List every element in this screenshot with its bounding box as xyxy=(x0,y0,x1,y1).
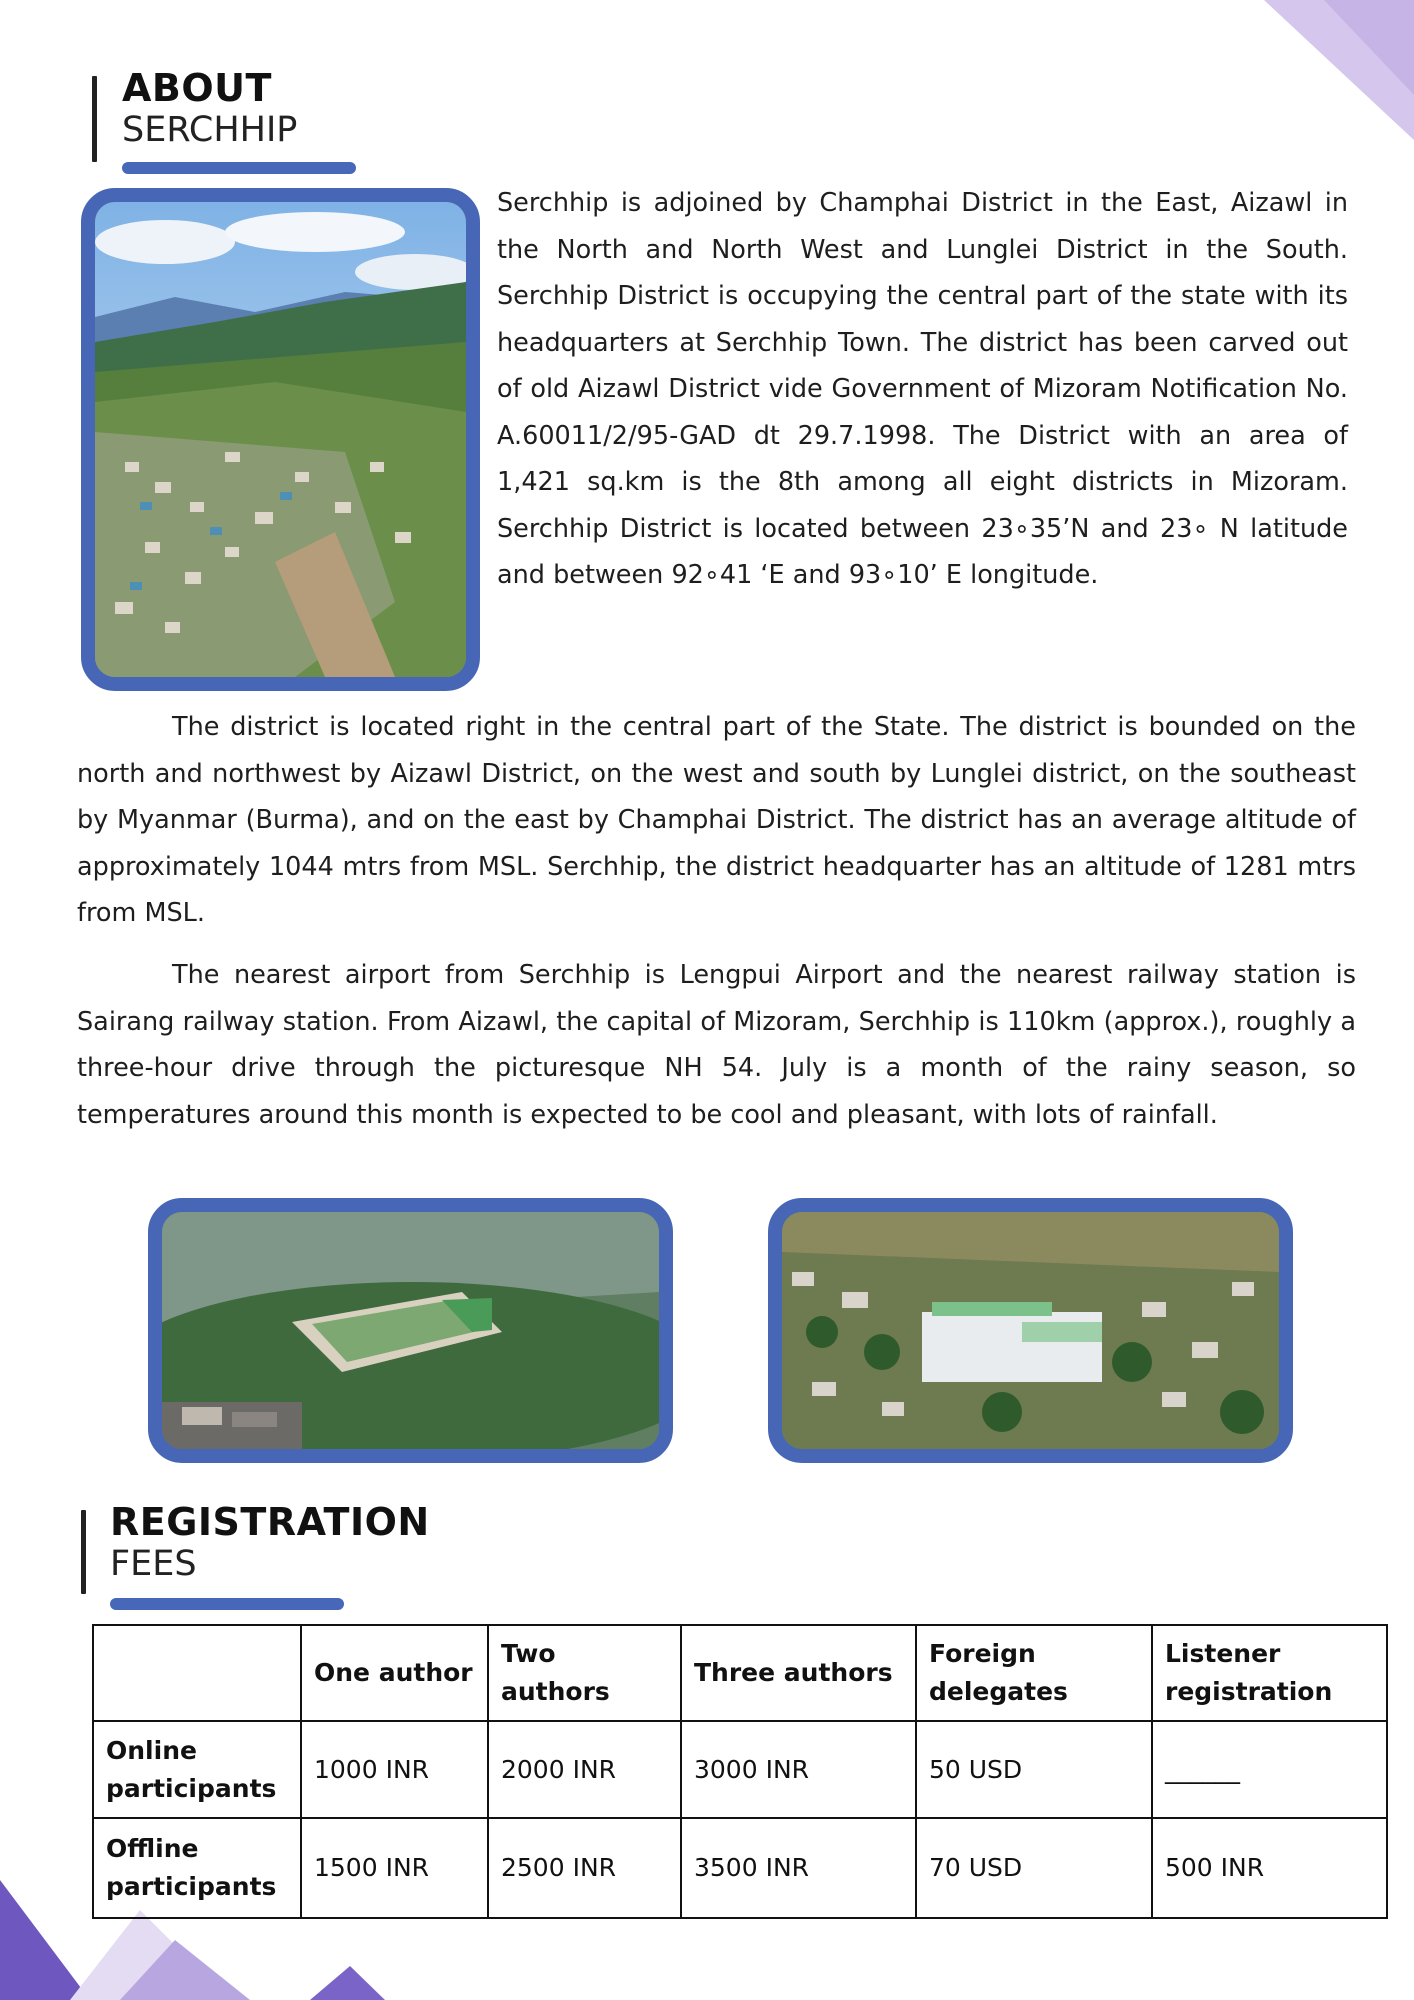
table-header-cell: Foreign delegates xyxy=(916,1625,1152,1721)
heading-underline xyxy=(110,1598,344,1610)
table-cell: 1500 INR xyxy=(301,1818,488,1918)
stadium-photo xyxy=(148,1198,673,1463)
about-paragraph-3: The nearest airport from Serchhip is Lengpui Airport and the nearest railway station is Sairang railway station. From Aizawl, the capital of Mizoram, Serchhip is 110km (approx.), roughly a three-hour drive through the picturesque NH 54. July is a month of the rainy season, so temperatures around this month is expected to be cool and pleasant, with lots of rainfall. xyxy=(77,960,1356,1130)
serchhip-town-photo xyxy=(81,188,480,691)
table-cell: 2000 INR xyxy=(488,1721,681,1818)
heading-bar xyxy=(81,1510,86,1594)
row-label: Offline participants xyxy=(93,1818,301,1918)
table-header-cell xyxy=(93,1625,301,1721)
heading-underline xyxy=(122,162,356,174)
registration-heading-bold: REGISTRATION xyxy=(110,1500,430,1544)
heading-bar xyxy=(92,76,97,162)
registration-fees-table xyxy=(92,1624,1388,1919)
registration-heading-light: FEES xyxy=(110,1544,197,1584)
about-paragraph-1: Serchhip is adjoined by Champhai District in the East, Aizawl in the North and North West and Lunglei District in the South. Serchhip District is occupying the central part of the state with its headquarters at Serchhip Town. The district has been carved out of old Aizawl District vide Government of Mizoram Notification No. A.60011/2/95-GAD dt 29.7.1998. The District with an area of 1,421 sq.km is the 8th among all eight districts in Mizoram. Serchhip District is located between 23∘35’N and 23∘ N latitude and between 92∘41 ‘E and 93∘10’ E longitude. xyxy=(497,188,1348,590)
town-buildings-photo xyxy=(768,1198,1293,1463)
table-cell: 500 INR xyxy=(1152,1818,1387,1918)
row-label: Online participants xyxy=(93,1721,301,1818)
registration-heading xyxy=(81,1500,481,1615)
table-row xyxy=(93,1818,1387,1918)
table-cell: 70 USD xyxy=(916,1818,1152,1918)
table-header-cell: Two authors xyxy=(488,1625,681,1721)
table-header-row xyxy=(93,1625,1387,1721)
about-heading-bold: ABOUT xyxy=(122,66,272,110)
table-cell: 3000 INR xyxy=(681,1721,916,1818)
about-paragraph-2: The district is located right in the central part of the State. The district is bounded on the north and northwest by Aizawl District, on the west and south by Lunglei district, on the southeast by Myanmar (Burma), and on the east by Champhai District. The district has an average altitude of approximately 1044 mtrs from MSL. Serchhip, the district headquarter has an altitude of 1281 mtrs from MSL. xyxy=(77,712,1356,928)
table-cell: 2500 INR xyxy=(488,1818,681,1918)
table-cell: 3500 INR xyxy=(681,1818,916,1918)
corner-decoration-top-right xyxy=(1264,0,1414,140)
about-heading-light: SERCHHIP xyxy=(122,110,298,150)
about-heading xyxy=(92,64,392,179)
table-cell: ______ xyxy=(1152,1721,1387,1818)
table-header-cell: Three authors xyxy=(681,1625,916,1721)
table-header-cell: One author xyxy=(301,1625,488,1721)
table-cell: 1000 INR xyxy=(301,1721,488,1818)
table-cell: 50 USD xyxy=(916,1721,1152,1818)
table-header-cell: Listener registration xyxy=(1152,1625,1387,1721)
table-row xyxy=(93,1721,1387,1818)
